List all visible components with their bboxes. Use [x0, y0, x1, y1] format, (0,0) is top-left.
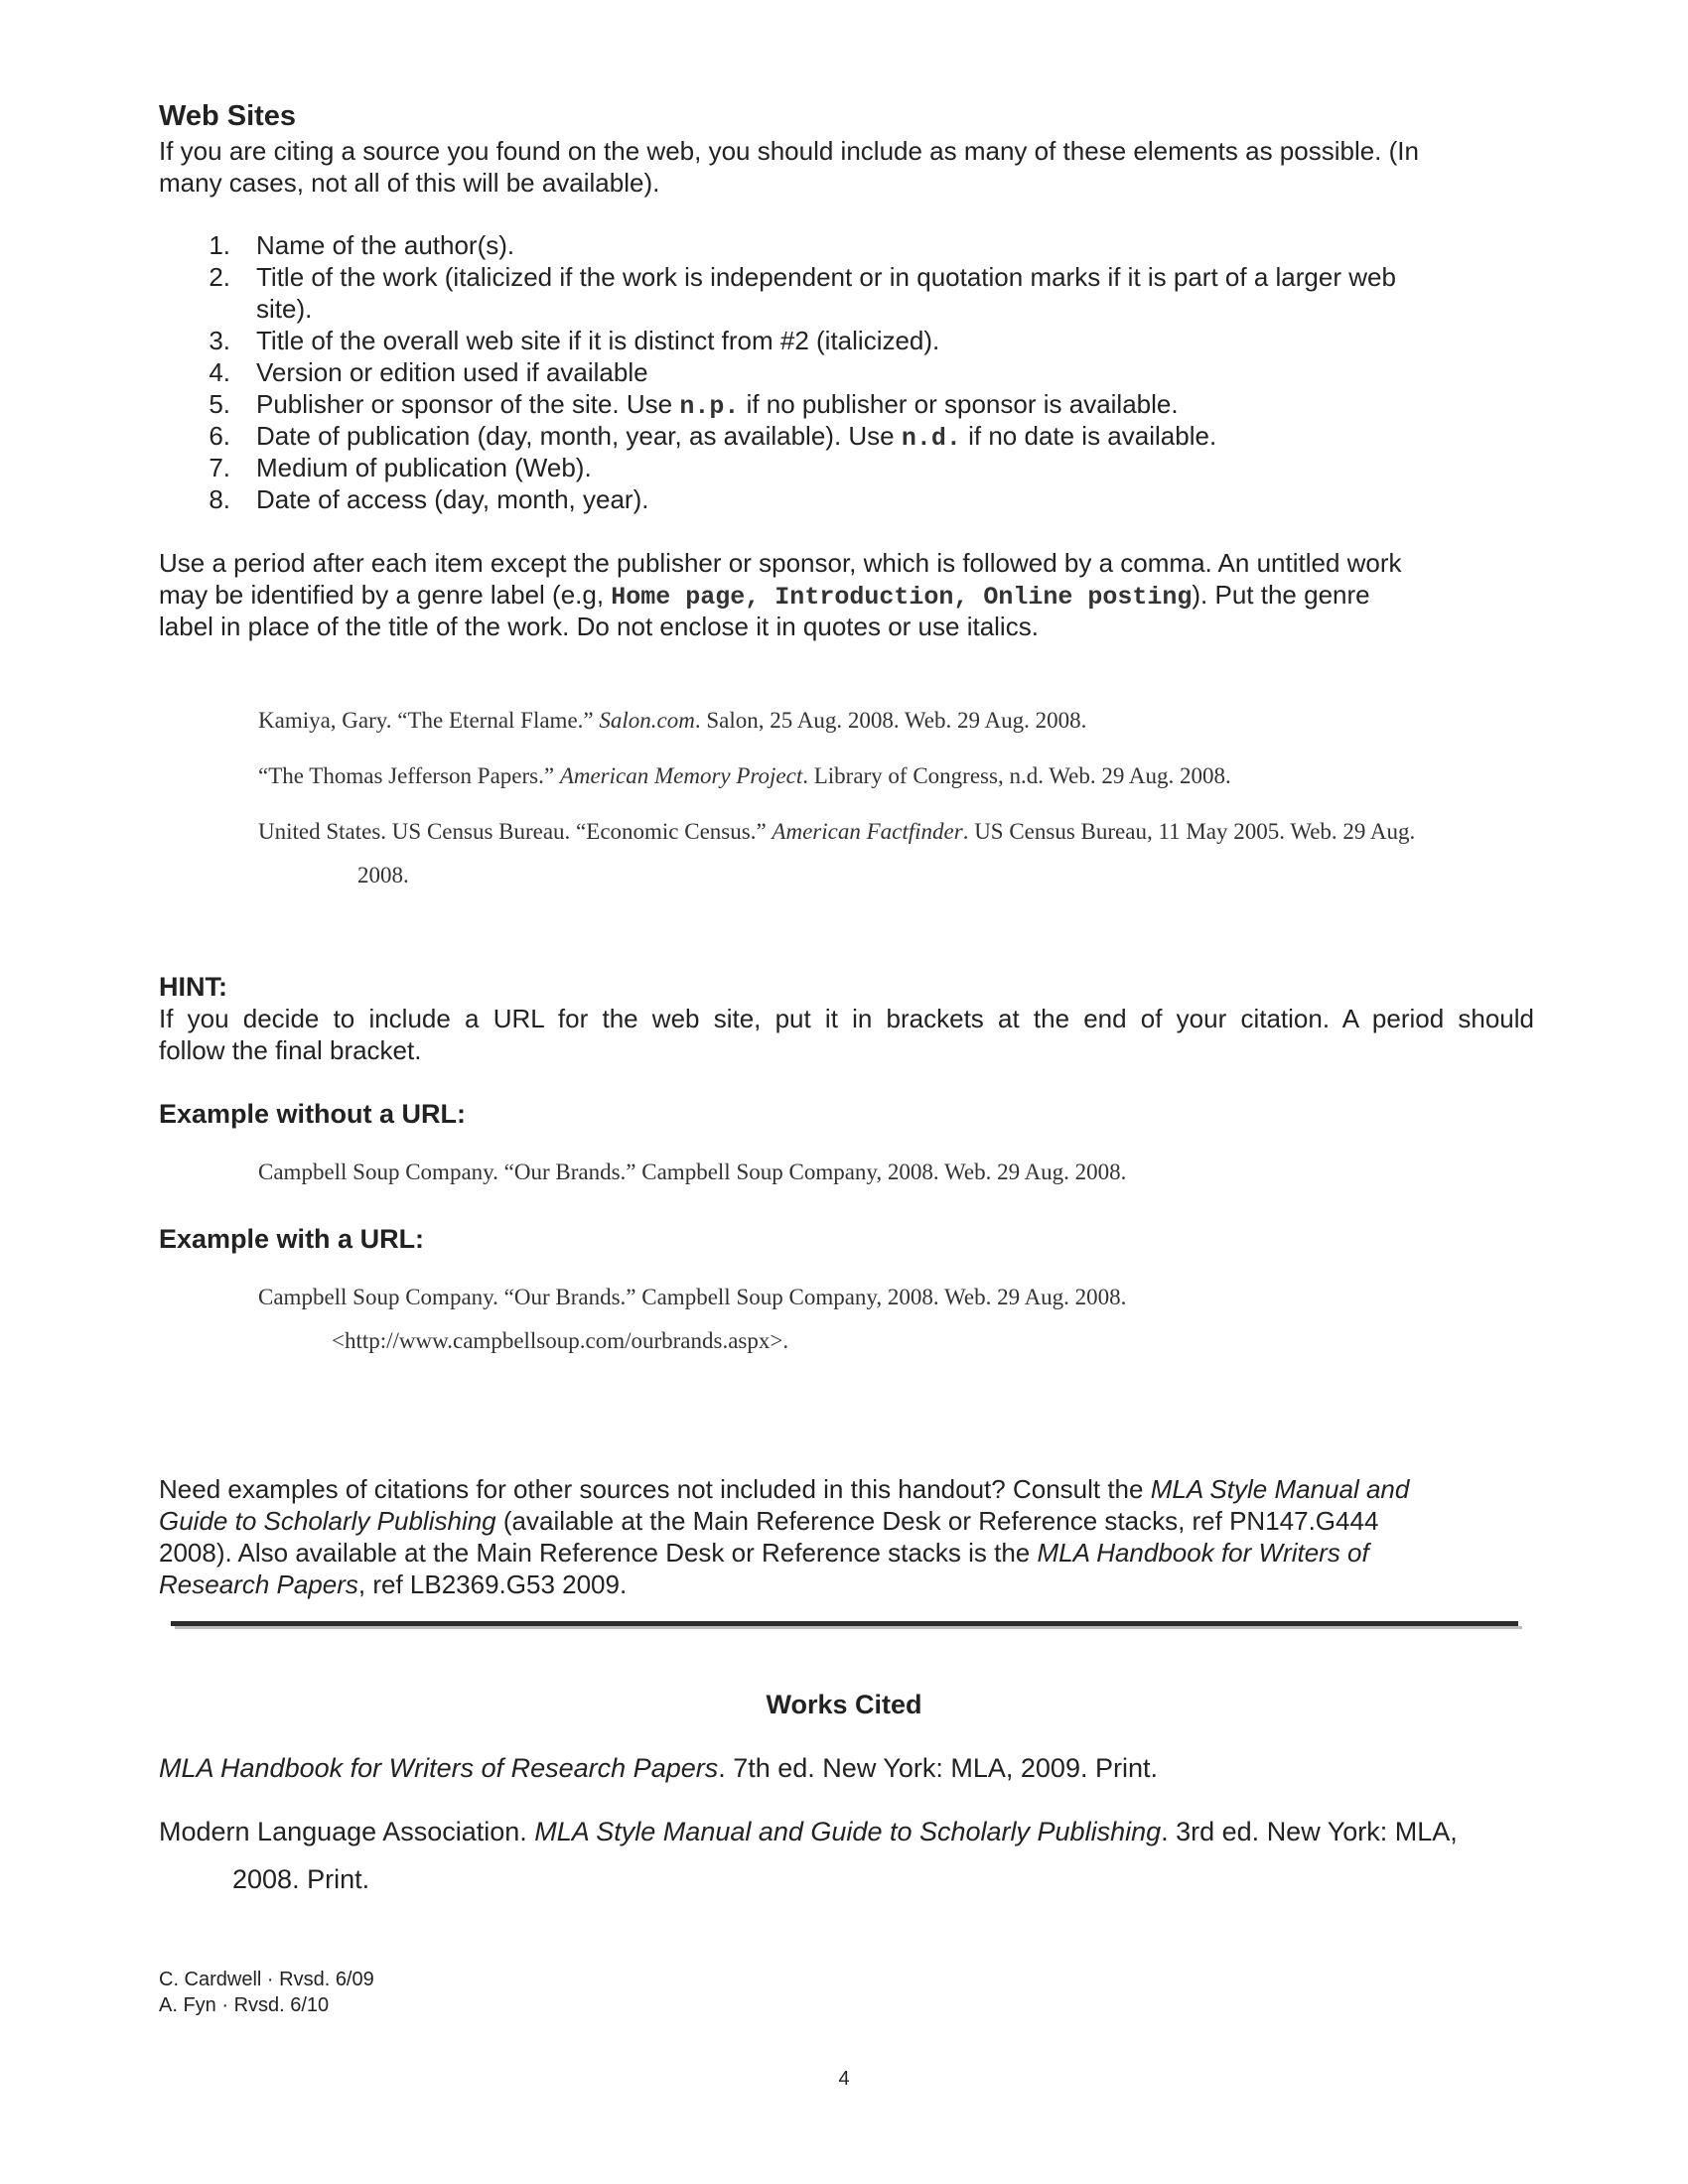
intro-line-2: many cases, not all of this will be available).	[159, 168, 660, 198]
works-cited-entry: Modern Language Association. MLA Style Manual and Guide to Scholarly Publishing. 3rd ed. New York: MLA,	[159, 1817, 1458, 1846]
hint-line-1: If you decide to include a URL for the web site, put it in brackets at the end of your citation. A period should	[159, 1004, 1534, 1033]
intro-line-1: If you are citing a source you found on the web, you should include as many of these elements as possible. (In	[159, 136, 1419, 166]
period-rule-line-2: may be identified by a genre label (e.g, Home page, Introduction, Online posting). Put the genre	[159, 580, 1370, 612]
divider-shadow	[175, 1626, 1522, 1629]
example-citation: Kamiya, Gary. “The Eternal Flame.” Salon.com. Salon, 25 Aug. 2008. Web. 29 Aug. 2008.	[258, 708, 1087, 733]
example-without-url-heading: Example without a URL:	[159, 1099, 467, 1129]
page-number: 4	[838, 2068, 850, 2090]
genre-label-code: Home page, Introduction, Online posting	[611, 583, 1193, 612]
example-with-url-heading: Example with a URL:	[159, 1224, 425, 1254]
example-without-url-citation: Campbell Soup Company. “Our Brands.” Campbell Soup Company, 2008. Web. 29 Aug. 2008.	[258, 1160, 1127, 1184]
revision-note: A. Fyn · Rvsd. 6/10	[159, 1994, 330, 2016]
revision-note: C. Cardwell · Rvsd. 6/09	[159, 1969, 374, 1990]
code-nd: n.d.	[901, 424, 961, 453]
hint-line-2: follow the final bracket.	[159, 1035, 422, 1065]
works-cited-entry-continuation: 2008. Print.	[232, 1864, 370, 1894]
works-cited-heading: Works Cited	[766, 1690, 922, 1719]
period-rule-line-1: Use a period after each item except the publisher or sponsor, which is followed by a comma. An untitled work	[159, 548, 1402, 578]
need-examples-line-2: Guide to Scholarly Publishing (available at the Main Reference Desk or Reference stacks, ref PN147.G444	[159, 1506, 1379, 1536]
code-np: n.p.	[679, 392, 740, 421]
example-citation-continuation: 2008.	[357, 863, 409, 887]
hint-heading: HINT:	[159, 972, 227, 1002]
need-examples-line-1: Need examples of citations for other sources not included in this handout? Consult the MLA Style Manual and	[159, 1474, 1410, 1504]
example-url: <http://www.campbellsoup.com/ourbrands.aspx>.	[332, 1328, 789, 1353]
example-with-url-citation: Campbell Soup Company. “Our Brands.” Campbell Soup Company, 2008. Web. 29 Aug. 2008.	[258, 1285, 1127, 1309]
section-heading-web-sites: Web Sites	[159, 100, 297, 132]
section-divider	[171, 1621, 1518, 1626]
need-examples-line-4: Research Papers, ref LB2369.G53 2009.	[159, 1570, 628, 1599]
period-rule-line-3: label in place of the title of the work. Do not enclose it in quotes or use italics.	[159, 612, 1039, 641]
example-citation: United States. US Census Bureau. “Economic Census.” American Factfinder. US Census Bureau, 11 May 2005. Web. 29 Aug.	[258, 819, 1416, 844]
example-citation: “The Thomas Jefferson Papers.” American Memory Project. Library of Congress, n.d. Web. 29 Aug. 2008.	[258, 763, 1231, 788]
need-examples-line-3: 2008). Also available at the Main Reference Desk or Reference stacks is the MLA Handbook for Writers of	[159, 1538, 1369, 1568]
works-cited-entry: MLA Handbook for Writers of Research Papers. 7th ed. New York: MLA, 2009. Print.	[159, 1753, 1158, 1783]
